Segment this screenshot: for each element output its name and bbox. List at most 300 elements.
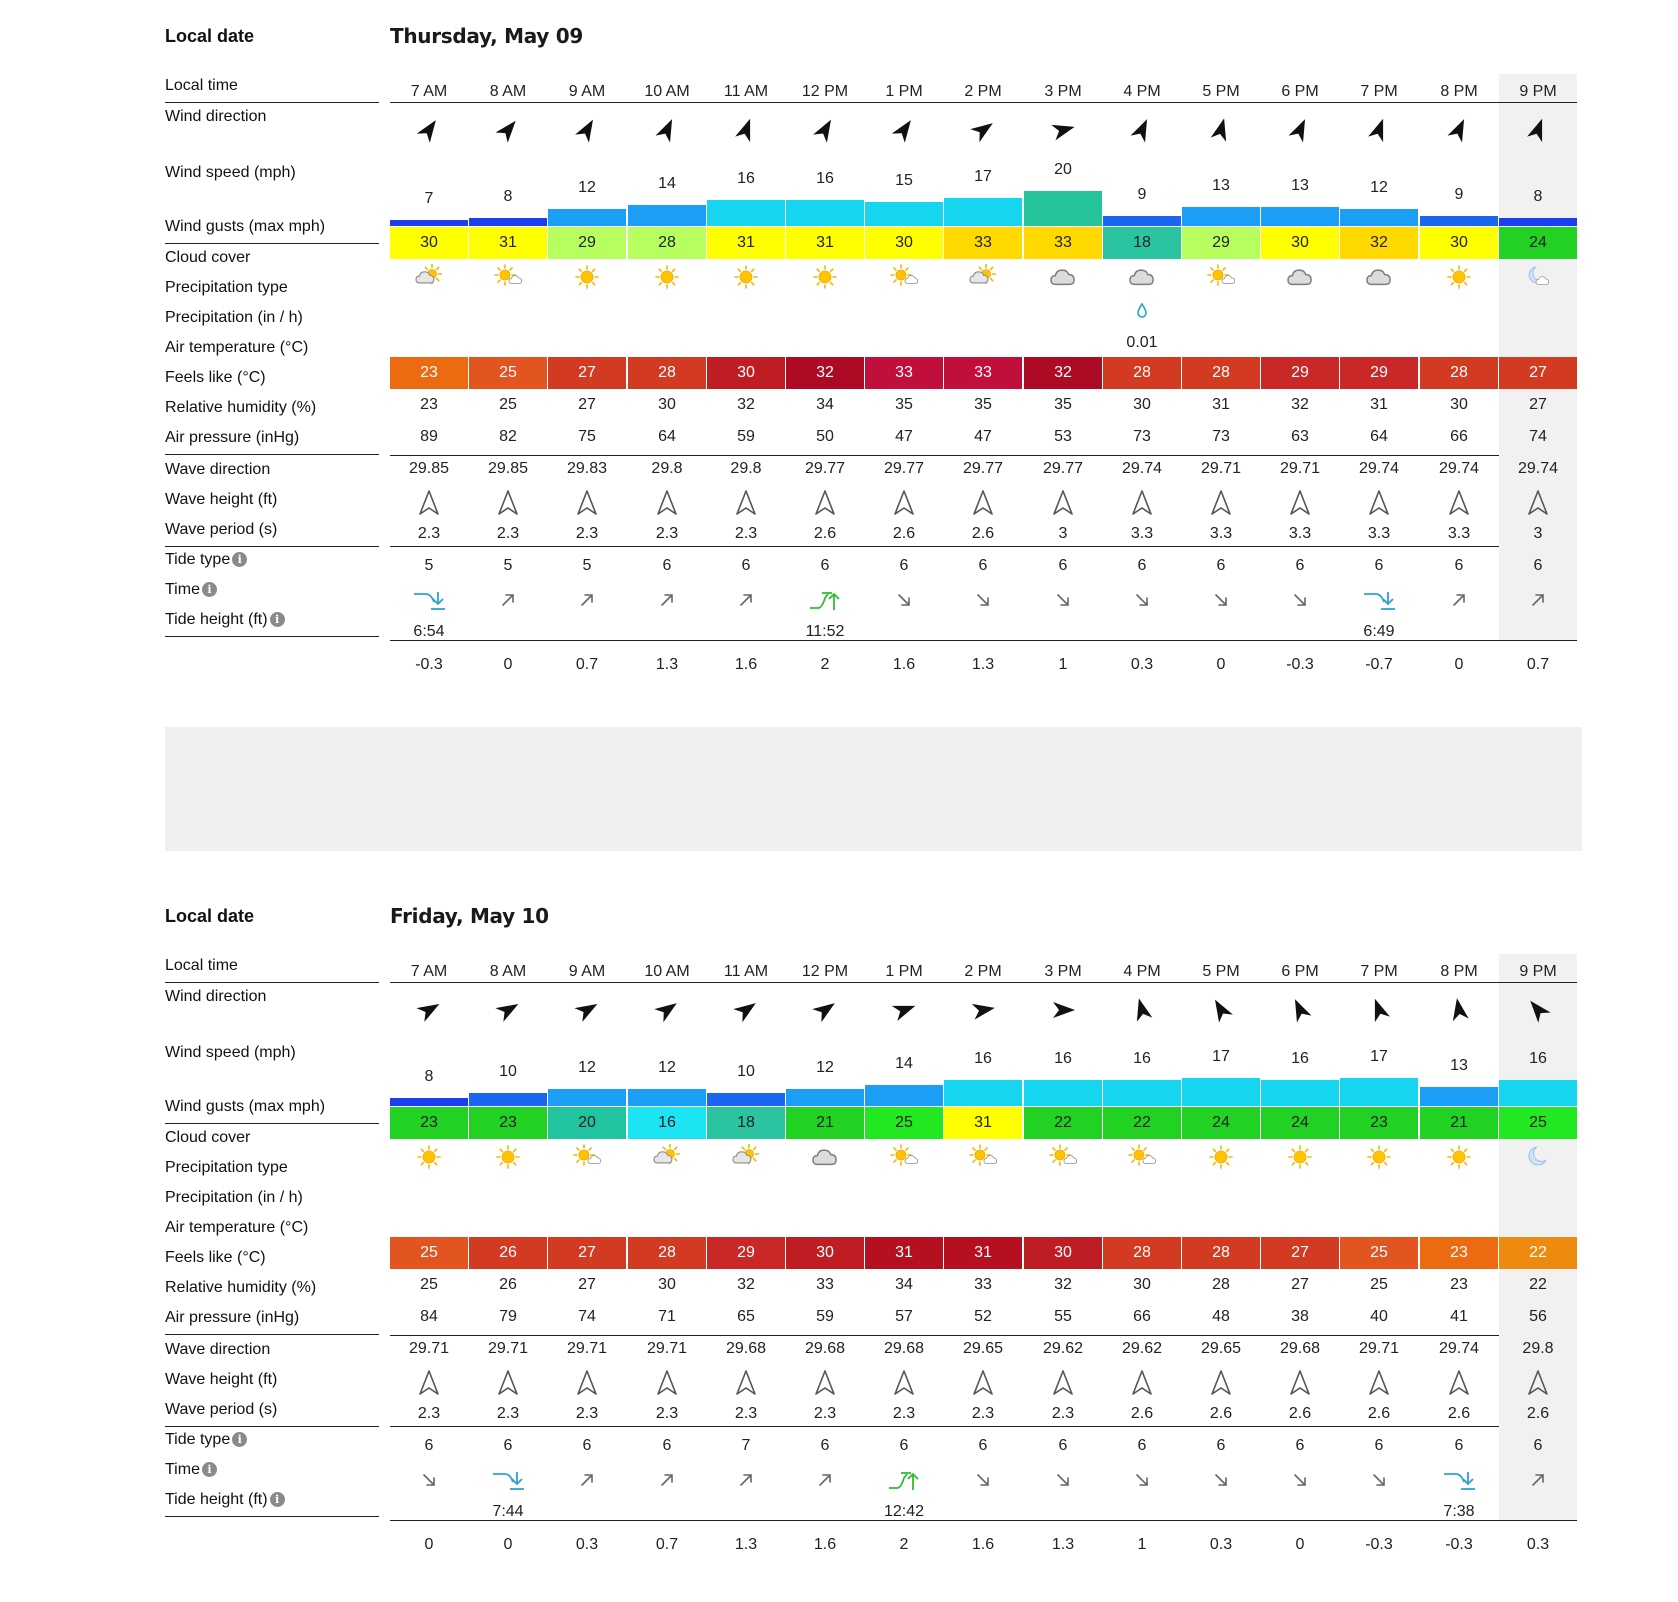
moon-icon bbox=[1499, 1144, 1577, 1170]
wind-gust-value: 30 bbox=[1261, 227, 1339, 259]
hour-underline bbox=[1261, 102, 1339, 103]
wind-gust-value: 18 bbox=[1103, 227, 1181, 259]
hour-underline bbox=[390, 102, 468, 103]
humidity-value: 47 bbox=[974, 428, 992, 445]
feels-like-value: 32 bbox=[1054, 1276, 1072, 1293]
hour-column bbox=[1261, 74, 1339, 673]
sun-cloud-icon bbox=[1182, 264, 1260, 290]
air-temperature-value: 33 bbox=[944, 357, 1022, 389]
hour-label: 9 AM bbox=[568, 963, 606, 980]
pressure-value: 29.68 bbox=[725, 1340, 767, 1357]
wave-period-value: 6 bbox=[978, 557, 988, 574]
wind-gust-value: 24 bbox=[1182, 1107, 1260, 1139]
hour-label: 1 PM bbox=[885, 83, 923, 100]
hour-column bbox=[1340, 954, 1418, 1553]
row-label-text: Cloud cover bbox=[165, 249, 251, 266]
row-label-text: Tide height (ft) bbox=[165, 611, 268, 628]
tide-time-value: 6:54 bbox=[413, 623, 445, 640]
wind-speed-bar bbox=[1261, 207, 1339, 226]
air-temperature-value: 27 bbox=[548, 357, 626, 389]
wave-period-value: 6 bbox=[662, 557, 672, 574]
sun-icon bbox=[707, 264, 785, 290]
tide-height-value: 1.6 bbox=[813, 1536, 837, 1553]
hour-underline bbox=[1103, 982, 1181, 983]
row-label-pressure bbox=[165, 1309, 379, 1335]
hour-underline bbox=[548, 982, 626, 983]
wind-speed-bar bbox=[548, 1089, 626, 1106]
wind-direction-arrow-icon bbox=[390, 995, 468, 1025]
humidity-value: 38 bbox=[1291, 1308, 1309, 1325]
sun-icon bbox=[1420, 264, 1498, 290]
pressure-value: 29.74 bbox=[1438, 1340, 1480, 1357]
wave-period-value: 6 bbox=[820, 1437, 830, 1454]
sun-icon bbox=[1420, 1144, 1498, 1170]
air-temperature-value: 29 bbox=[1261, 357, 1339, 389]
row-label-wave-direction bbox=[165, 461, 379, 483]
tide-time-value: 7:38 bbox=[1443, 1503, 1475, 1520]
wave-height-value: 3 bbox=[1533, 525, 1543, 542]
wind-direction-arrow-icon bbox=[786, 115, 864, 145]
feels-like-value: 23 bbox=[1450, 1276, 1468, 1293]
wind-gust-value: 20 bbox=[548, 1107, 626, 1139]
falling-icon bbox=[1024, 590, 1102, 610]
air-temperature-value: 28 bbox=[1182, 357, 1260, 389]
wind-speed-value: 10 bbox=[499, 1063, 517, 1080]
air-temperature-value: 27 bbox=[1261, 1237, 1339, 1269]
hour-underline bbox=[944, 982, 1022, 983]
wave-period-value: 6 bbox=[1295, 557, 1305, 574]
wind-gust-value: 28 bbox=[628, 227, 706, 259]
hour-column bbox=[1182, 74, 1260, 673]
wind-gust-value: 32 bbox=[1340, 227, 1418, 259]
air-temperature-value: 23 bbox=[390, 357, 468, 389]
wave-period-value: 7 bbox=[741, 1437, 751, 1454]
wave-period-value: 6 bbox=[1058, 1437, 1068, 1454]
wave-period-value: 6 bbox=[899, 557, 909, 574]
hour-underline bbox=[628, 102, 706, 103]
cloud-icon bbox=[1024, 264, 1102, 290]
wave-period-value: 6 bbox=[1454, 557, 1464, 574]
wave-direction-arrow-icon bbox=[1261, 489, 1339, 517]
pressure-value: 29.85 bbox=[408, 460, 450, 477]
wave-height-value: 2.6 bbox=[1209, 1405, 1233, 1422]
air-temperature-value: 30 bbox=[786, 1237, 864, 1269]
wind-speed-value: 12 bbox=[816, 1059, 834, 1076]
feels-like-value: 34 bbox=[816, 396, 834, 413]
pressure-value: 29.68 bbox=[883, 1340, 925, 1357]
hour-label: 4 PM bbox=[1123, 83, 1161, 100]
wave-period-value: 5 bbox=[503, 557, 513, 574]
hour-label: 9 AM bbox=[568, 83, 606, 100]
feels-like-value: 33 bbox=[974, 1276, 992, 1293]
wind-speed-value: 13 bbox=[1212, 177, 1230, 194]
wind-direction-arrow-icon bbox=[865, 115, 943, 145]
wind-speed-bar bbox=[1420, 216, 1498, 226]
humidity-value: 40 bbox=[1370, 1308, 1388, 1325]
wind-speed-bar bbox=[390, 1098, 468, 1106]
wind-direction-arrow-icon bbox=[1420, 115, 1498, 145]
row-label-text: Precipitation type bbox=[165, 1159, 288, 1176]
row-label-wave-height bbox=[165, 491, 379, 513]
hour-label: 2 PM bbox=[964, 83, 1002, 100]
wave-direction-arrow-icon bbox=[1103, 1369, 1181, 1397]
humidity-value: 50 bbox=[816, 428, 834, 445]
row-label-wind-speed bbox=[165, 1044, 379, 1066]
wind-direction-arrow-icon bbox=[628, 115, 706, 145]
tide-time-value: 11:52 bbox=[805, 623, 845, 640]
hour-column bbox=[944, 954, 1022, 1553]
humidity-value: 63 bbox=[1291, 428, 1309, 445]
wind-speed-bar bbox=[1103, 216, 1181, 226]
sun-cloud-icon bbox=[865, 1144, 943, 1170]
hour-underline bbox=[1182, 982, 1260, 983]
partly-cloudy-icon bbox=[707, 1144, 785, 1170]
sun-cloud-icon bbox=[1103, 1144, 1181, 1170]
info-icon[interactable]: i bbox=[232, 1432, 247, 1447]
feels-like-value: 35 bbox=[974, 396, 992, 413]
wind-speed-value: 16 bbox=[1133, 1050, 1151, 1067]
row-label-humidity bbox=[165, 1279, 379, 1301]
row-label-cloud-cover bbox=[165, 249, 379, 271]
feels-like-value: 26 bbox=[499, 1276, 517, 1293]
hour-label: 9 PM bbox=[1519, 83, 1557, 100]
wind-direction-arrow-icon bbox=[1182, 995, 1260, 1025]
tide-height-value: 1.3 bbox=[971, 656, 995, 673]
partly-cloudy-icon bbox=[628, 1144, 706, 1170]
pressure-value: 29.71 bbox=[1200, 460, 1242, 477]
pressure-value: 29.71 bbox=[408, 1340, 450, 1357]
wind-direction-arrow-icon bbox=[1420, 995, 1498, 1025]
info-icon[interactable]: i bbox=[202, 582, 217, 597]
hour-column bbox=[548, 74, 626, 673]
hour-label: 7 PM bbox=[1360, 963, 1398, 980]
wind-direction-arrow-icon bbox=[1340, 115, 1418, 145]
wave-height-value: 3.3 bbox=[1288, 525, 1312, 542]
row-label-text: Tide type bbox=[165, 1431, 231, 1448]
tide-height-value: 0 bbox=[1216, 656, 1226, 673]
wind-gust-value: 31 bbox=[786, 227, 864, 259]
hour-label: 8 PM bbox=[1440, 963, 1478, 980]
wind-speed-bar bbox=[786, 200, 864, 226]
cloud-icon bbox=[1261, 264, 1339, 290]
hour-column bbox=[1499, 74, 1577, 673]
hour-label: 12 PM bbox=[801, 83, 849, 100]
hour-underline bbox=[390, 982, 468, 983]
humidity-value: 75 bbox=[578, 428, 596, 445]
falling-icon bbox=[1024, 1470, 1102, 1490]
hour-column bbox=[707, 954, 785, 1553]
falling-icon bbox=[944, 590, 1022, 610]
row-label-text: Feels like (°C) bbox=[165, 369, 266, 386]
hour-label: 6 PM bbox=[1281, 963, 1319, 980]
high-tide-icon bbox=[865, 1470, 943, 1492]
hour-column bbox=[1420, 74, 1498, 673]
wind-speed-value: 16 bbox=[974, 1050, 992, 1067]
pressure-value: 29.77 bbox=[962, 460, 1004, 477]
falling-icon bbox=[1103, 1470, 1181, 1490]
pressure-value: 29.71 bbox=[646, 1340, 688, 1357]
wind-speed-bar bbox=[865, 202, 943, 226]
pressure-value: 29.74 bbox=[1121, 460, 1163, 477]
row-label-feels-like bbox=[165, 369, 379, 391]
hour-label: 11 AM bbox=[723, 963, 769, 980]
air-temperature-value: 30 bbox=[1024, 1237, 1102, 1269]
wind-speed-value: 14 bbox=[895, 1055, 913, 1072]
tide-height-value: -0.7 bbox=[1365, 656, 1393, 673]
wave-height-value: 2.3 bbox=[892, 1405, 916, 1422]
wind-speed-value: 8 bbox=[424, 1068, 434, 1085]
humidity-value: 73 bbox=[1212, 428, 1230, 445]
row-label-text: Precipitation (in / h) bbox=[165, 309, 303, 326]
wave-direction-arrow-icon bbox=[1103, 489, 1181, 517]
humidity-value: 89 bbox=[420, 428, 438, 445]
row-label-text: Precipitation type bbox=[165, 279, 288, 296]
air-temperature-value: 29 bbox=[1340, 357, 1418, 389]
hour-underline bbox=[786, 102, 864, 103]
wind-speed-bar bbox=[1340, 1078, 1418, 1106]
hour-label: 11 AM bbox=[723, 83, 769, 100]
wind-direction-arrow-icon bbox=[1103, 115, 1181, 145]
wave-height-value: 2.3 bbox=[1051, 1405, 1075, 1422]
falling-icon bbox=[1261, 1470, 1339, 1490]
wind-gust-value: 31 bbox=[944, 1107, 1022, 1139]
wind-direction-arrow-icon bbox=[548, 115, 626, 145]
row-label-wind-direction bbox=[165, 988, 379, 1010]
row-label-text: Time bbox=[165, 1461, 200, 1478]
wave-direction-arrow-icon bbox=[865, 1369, 943, 1397]
rising-icon bbox=[1420, 590, 1498, 610]
wind-speed-bar bbox=[469, 1093, 547, 1106]
pressure-value: 29.8 bbox=[651, 460, 683, 477]
wave-height-value: 2.3 bbox=[734, 525, 758, 542]
info-icon[interactable]: i bbox=[202, 1462, 217, 1477]
humidity-value: 47 bbox=[895, 428, 913, 445]
hour-label: 5 PM bbox=[1202, 83, 1240, 100]
info-icon[interactable]: i bbox=[270, 612, 285, 627]
wave-direction-arrow-icon bbox=[786, 489, 864, 517]
tide-height-value: 0.7 bbox=[655, 1536, 679, 1553]
wave-direction-arrow-icon bbox=[944, 489, 1022, 517]
wind-speed-value: 17 bbox=[974, 168, 992, 185]
info-icon[interactable]: i bbox=[232, 552, 247, 567]
row-label-wave-period bbox=[165, 1401, 379, 1427]
row-label-text: Local time bbox=[165, 77, 238, 94]
hour-underline bbox=[469, 982, 547, 983]
wind-speed-value: 15 bbox=[895, 172, 913, 189]
hour-label: 10 AM bbox=[644, 963, 690, 980]
air-temperature-value: 31 bbox=[944, 1237, 1022, 1269]
pressure-value: 29.68 bbox=[804, 1340, 846, 1357]
feels-like-value: 30 bbox=[1133, 396, 1151, 413]
precipitation-value: 0.01 bbox=[1126, 334, 1158, 351]
feels-like-value: 30 bbox=[658, 396, 676, 413]
row-label-text: Tide height (ft) bbox=[165, 1491, 268, 1508]
humidity-value: 55 bbox=[1054, 1308, 1072, 1325]
rising-icon bbox=[707, 590, 785, 610]
pressure-value: 29.71 bbox=[487, 1340, 529, 1357]
tide-time-value: 7:44 bbox=[492, 1503, 524, 1520]
hour-column bbox=[548, 954, 626, 1553]
row-label-text: Wave direction bbox=[165, 1341, 271, 1358]
feels-like-value: 33 bbox=[816, 1276, 834, 1293]
low-tide-icon bbox=[469, 1470, 547, 1492]
wave-direction-arrow-icon bbox=[1182, 489, 1260, 517]
wind-speed-value: 16 bbox=[816, 170, 834, 187]
row-label-text: Wave height (ft) bbox=[165, 1371, 278, 1388]
row-label-text: Air pressure (inHg) bbox=[165, 429, 300, 446]
wind-speed-bar bbox=[707, 1093, 785, 1106]
humidity-value: 74 bbox=[578, 1308, 596, 1325]
humidity-value: 53 bbox=[1054, 428, 1072, 445]
air-temperature-value: 28 bbox=[1420, 357, 1498, 389]
wind-speed-value: 16 bbox=[737, 170, 755, 187]
wave-direction-arrow-icon bbox=[1024, 1369, 1102, 1397]
wind-direction-arrow-icon bbox=[1182, 115, 1260, 145]
pressure-value: 29.8 bbox=[1522, 1340, 1554, 1357]
row-label-pressure bbox=[165, 429, 379, 455]
wind-speed-bar bbox=[1182, 1078, 1260, 1106]
wave-direction-arrow-icon bbox=[390, 1369, 468, 1397]
feels-like-value: 27 bbox=[578, 396, 596, 413]
partly-cloudy-icon bbox=[944, 264, 1022, 290]
wind-speed-value: 13 bbox=[1291, 177, 1309, 194]
tide-height-value: 0.3 bbox=[1130, 656, 1154, 673]
pressure-value: 29.62 bbox=[1042, 1340, 1084, 1357]
air-temperature-value: 27 bbox=[1499, 357, 1577, 389]
pressure-value: 29.77 bbox=[804, 460, 846, 477]
wind-gust-value: 21 bbox=[1420, 1107, 1498, 1139]
wave-height-value: 2.3 bbox=[496, 1405, 520, 1422]
wave-period-value: 6 bbox=[1533, 557, 1543, 574]
hour-column bbox=[390, 74, 468, 673]
wave-direction-arrow-icon bbox=[1261, 1369, 1339, 1397]
wave-direction-arrow-icon bbox=[1182, 1369, 1260, 1397]
wave-height-value: 2.6 bbox=[813, 525, 837, 542]
row-label-local-time bbox=[165, 77, 379, 103]
wave-height-value: 2.3 bbox=[734, 1405, 758, 1422]
hour-label: 12 PM bbox=[801, 963, 849, 980]
air-temperature-value: 28 bbox=[628, 1237, 706, 1269]
wave-direction-arrow-icon bbox=[628, 489, 706, 517]
hour-column bbox=[390, 954, 468, 1553]
wind-speed-bar bbox=[1499, 218, 1577, 226]
air-temperature-value: 27 bbox=[548, 1237, 626, 1269]
humidity-value: 52 bbox=[974, 1308, 992, 1325]
wind-speed-bar bbox=[944, 1080, 1022, 1106]
pressure-value: 29.65 bbox=[962, 1340, 1004, 1357]
section-divider bbox=[390, 1520, 1577, 1521]
wave-period-value: 6 bbox=[741, 557, 751, 574]
feels-like-value: 23 bbox=[420, 396, 438, 413]
feels-like-value: 27 bbox=[1529, 396, 1547, 413]
sun-icon bbox=[548, 264, 626, 290]
tide-height-value: 1.6 bbox=[971, 1536, 995, 1553]
air-temperature-value: 29 bbox=[707, 1237, 785, 1269]
tide-height-value: -0.3 bbox=[1286, 656, 1314, 673]
wave-height-value: 2.3 bbox=[575, 525, 599, 542]
wind-direction-arrow-icon bbox=[469, 115, 547, 145]
row-label-tide-height bbox=[165, 611, 379, 637]
wind-direction-arrow-icon bbox=[707, 995, 785, 1025]
pressure-value: 29.71 bbox=[1279, 460, 1321, 477]
tide-height-value: 1 bbox=[1137, 1536, 1147, 1553]
wind-gust-value: 23 bbox=[469, 1107, 547, 1139]
tide-height-value: 2 bbox=[820, 656, 830, 673]
wave-period-value: 6 bbox=[1058, 557, 1068, 574]
wave-height-value: 2.3 bbox=[971, 1405, 995, 1422]
feels-like-value: 32 bbox=[737, 1276, 755, 1293]
hour-underline bbox=[1499, 102, 1577, 103]
row-label-feels-like bbox=[165, 1249, 379, 1271]
hour-underline bbox=[1340, 982, 1418, 983]
wave-direction-arrow-icon bbox=[548, 1369, 626, 1397]
low-tide-icon bbox=[390, 590, 468, 612]
wave-period-value: 6 bbox=[1454, 1437, 1464, 1454]
row-label-tide-type bbox=[165, 1431, 379, 1453]
feels-like-value: 32 bbox=[737, 396, 755, 413]
hour-column bbox=[1103, 954, 1181, 1553]
air-temperature-value: 31 bbox=[865, 1237, 943, 1269]
wind-direction-arrow-icon bbox=[628, 995, 706, 1025]
wave-height-value: 3 bbox=[1058, 525, 1068, 542]
wave-height-value: 2.6 bbox=[1367, 1405, 1391, 1422]
hour-underline bbox=[1024, 982, 1102, 983]
row-label-text: Wave height (ft) bbox=[165, 491, 278, 508]
date-title: Friday, May 10 bbox=[390, 904, 549, 928]
local-date-label: Local date bbox=[165, 906, 255, 926]
feels-like-value: 27 bbox=[1291, 1276, 1309, 1293]
wave-height-value: 3.3 bbox=[1367, 525, 1391, 542]
sun-icon bbox=[1340, 1144, 1418, 1170]
row-label-text: Local time bbox=[165, 957, 238, 974]
air-temperature-value: 22 bbox=[1499, 1237, 1577, 1269]
row-label-text: Precipitation (in / h) bbox=[165, 1189, 303, 1206]
humidity-value: 59 bbox=[816, 1308, 834, 1325]
row-label-precip-type bbox=[165, 279, 379, 301]
pressure-value: 29.62 bbox=[1121, 1340, 1163, 1357]
hour-column bbox=[865, 74, 943, 673]
row-label-text: Wave period (s) bbox=[165, 1401, 278, 1418]
wind-direction-arrow-icon bbox=[944, 115, 1022, 145]
cloud-icon bbox=[786, 1144, 864, 1170]
wind-speed-bar bbox=[944, 198, 1022, 226]
hour-label: 8 AM bbox=[489, 963, 527, 980]
rising-icon bbox=[1499, 1470, 1577, 1490]
row-label-humidity bbox=[165, 399, 379, 421]
humidity-value: 66 bbox=[1450, 428, 1468, 445]
wind-gust-value: 22 bbox=[1103, 1107, 1181, 1139]
hour-column bbox=[1261, 954, 1339, 1553]
row-label-air-temp bbox=[165, 339, 379, 361]
wind-speed-bar bbox=[1499, 1080, 1577, 1106]
tide-time-value: 12:42 bbox=[883, 1503, 925, 1520]
row-label-precip bbox=[165, 309, 379, 331]
wind-speed-value: 12 bbox=[658, 1059, 676, 1076]
hour-column bbox=[944, 74, 1022, 673]
wave-height-value: 3.3 bbox=[1209, 525, 1233, 542]
cloud-icon bbox=[1340, 264, 1418, 290]
wind-direction-arrow-icon bbox=[707, 115, 785, 145]
hour-column bbox=[786, 954, 864, 1553]
tide-time-value: 6:49 bbox=[1363, 623, 1395, 640]
pressure-value: 29.65 bbox=[1200, 1340, 1242, 1357]
wind-speed-bar bbox=[469, 218, 547, 226]
wind-direction-arrow-icon bbox=[865, 995, 943, 1025]
tide-height-value: 1.3 bbox=[734, 1536, 758, 1553]
info-icon[interactable]: i bbox=[270, 1492, 285, 1507]
hour-underline bbox=[865, 982, 943, 983]
feels-like-value: 30 bbox=[1133, 1276, 1151, 1293]
